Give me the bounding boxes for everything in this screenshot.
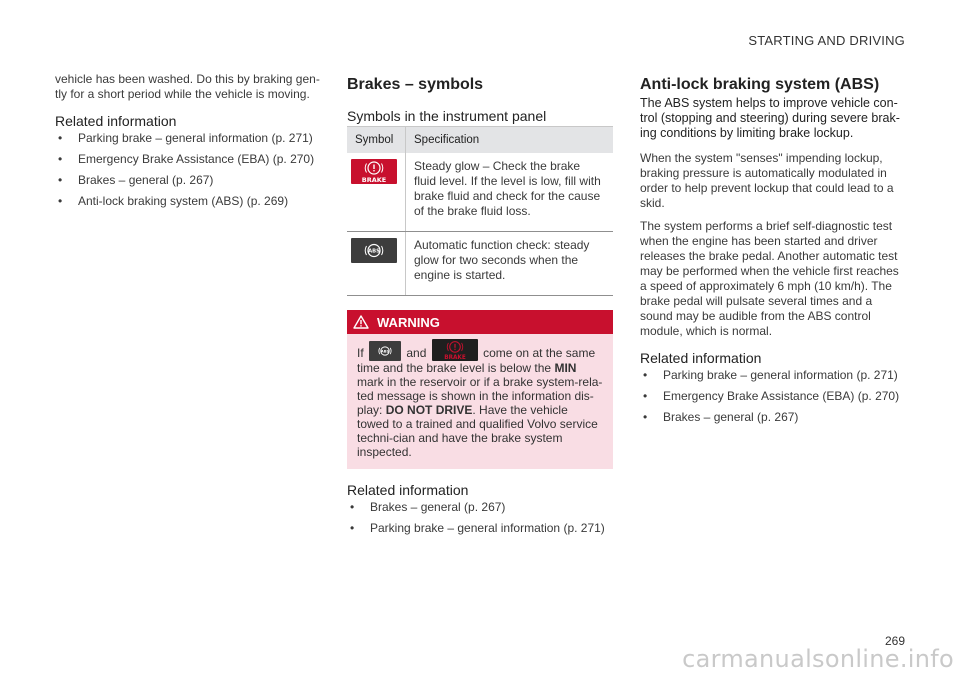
specification-cell: Steady glow – Check the brake fluid level. If the level is low, fill with brake fluid and check for the cause of the brake fluid loss. (406, 153, 614, 232)
table-row (347, 232, 613, 296)
abs-paragraph-2: The system performs a brief self-diagnostic test when the engine has been started and driver releases the brake pedal. Another automatic test may be performed when the vehicle first reaches a speed of approximately 6 mph (10 km/h). The brake pedal will pulsate several times and a sound may be audible from the ABS control module, which is normal. (640, 219, 899, 338)
abs-title: Anti-lock braking system (ABS) (640, 76, 880, 93)
warning-header (347, 310, 613, 334)
related-links-list (55, 131, 325, 209)
related-information-heading: Related information (55, 113, 177, 129)
abs-paragraph-1: When the system "senses" impending lockup, braking pressure is automatically modulated in order to help prevent lockup that could lead to a skid. (640, 151, 894, 210)
watermark: carmanualsonline.info (682, 645, 954, 673)
column-right (640, 72, 906, 431)
related-link-eba[interactable]: • Emergency Brake Assistance (EBA) (p. 270) (55, 152, 325, 167)
related-link-brakes-general[interactable]: • Brakes – general (p. 267) (55, 173, 325, 188)
related-link-brakes-general[interactable]: • Brakes – general (p. 267) (640, 410, 906, 425)
table-row (347, 153, 613, 232)
intro-paragraph: vehicle has been washed. Do this by braking gen-tly for a short period while the vehicle is moving. (55, 72, 320, 101)
warning-title: WARNING (377, 314, 440, 330)
page-number: 269 (884, 634, 905, 648)
table-header-row (347, 127, 613, 154)
related-information-heading: Related information (640, 350, 762, 366)
abs-lead-paragraph: The ABS system helps to improve vehicle con-trol (stopping and steering) during severe brak-ing conditions by limiting brake lockup. (640, 96, 900, 140)
related-link-eba[interactable]: • Emergency Brake Assistance (EBA) (p. 270) (640, 389, 906, 404)
svg-text:ABS: ABS (380, 349, 390, 354)
abs-icon (351, 238, 397, 263)
column-middle (347, 72, 613, 542)
svg-text:BRAKE: BRAKE (443, 355, 466, 361)
related-link-parking-brake[interactable]: • Parking brake – general information (p. 271) (347, 521, 613, 536)
related-links-list (347, 500, 613, 536)
specification-cell: Automatic function check: steady glow for two seconds when the engine is started. (406, 232, 614, 296)
related-links-list (640, 368, 906, 425)
warning-triangle-icon (353, 315, 369, 329)
brakes-symbols-title: Brakes – symbols (347, 76, 484, 93)
warning-text: If ABS and BRAKE come on at the same time and the brake level is below the MIN mark in the reservoir or if a brake system-rela-ted message is shown in the information dis-play: DO NOT DRIVE. Have the vehicle towed to a trained and qualified Volvo service techni-cian and have the brake system inspected. (347, 334, 613, 469)
column-header-specification: Specification (406, 127, 614, 154)
related-link-abs[interactable]: • Anti-lock braking system (ABS) (p. 269) (55, 194, 325, 209)
abs-icon (369, 341, 401, 361)
warning-box (347, 310, 613, 469)
symbols-table (347, 126, 613, 296)
column-header-symbol: Symbol (347, 127, 406, 154)
related-link-parking-brake[interactable]: • Parking brake – general information (p. 271) (640, 368, 906, 383)
section-header: STARTING AND DRIVING (748, 33, 905, 48)
related-link-brakes-general[interactable]: • Brakes – general (p. 267) (347, 500, 613, 515)
svg-text:BRAKE: BRAKE (361, 176, 387, 184)
svg-text:ABS: ABS (368, 248, 380, 255)
column-left (55, 72, 325, 215)
instrument-panel-subtitle: Symbols in the instrument panel (347, 108, 547, 124)
symbol-cell (347, 153, 406, 232)
symbol-cell (347, 232, 406, 296)
brake-warning-icon (351, 159, 397, 184)
related-link-parking-brake[interactable]: • Parking brake – general information (p. 271) (55, 131, 325, 146)
brake-warning-icon (432, 339, 478, 361)
related-information-heading: Related information (347, 482, 469, 498)
